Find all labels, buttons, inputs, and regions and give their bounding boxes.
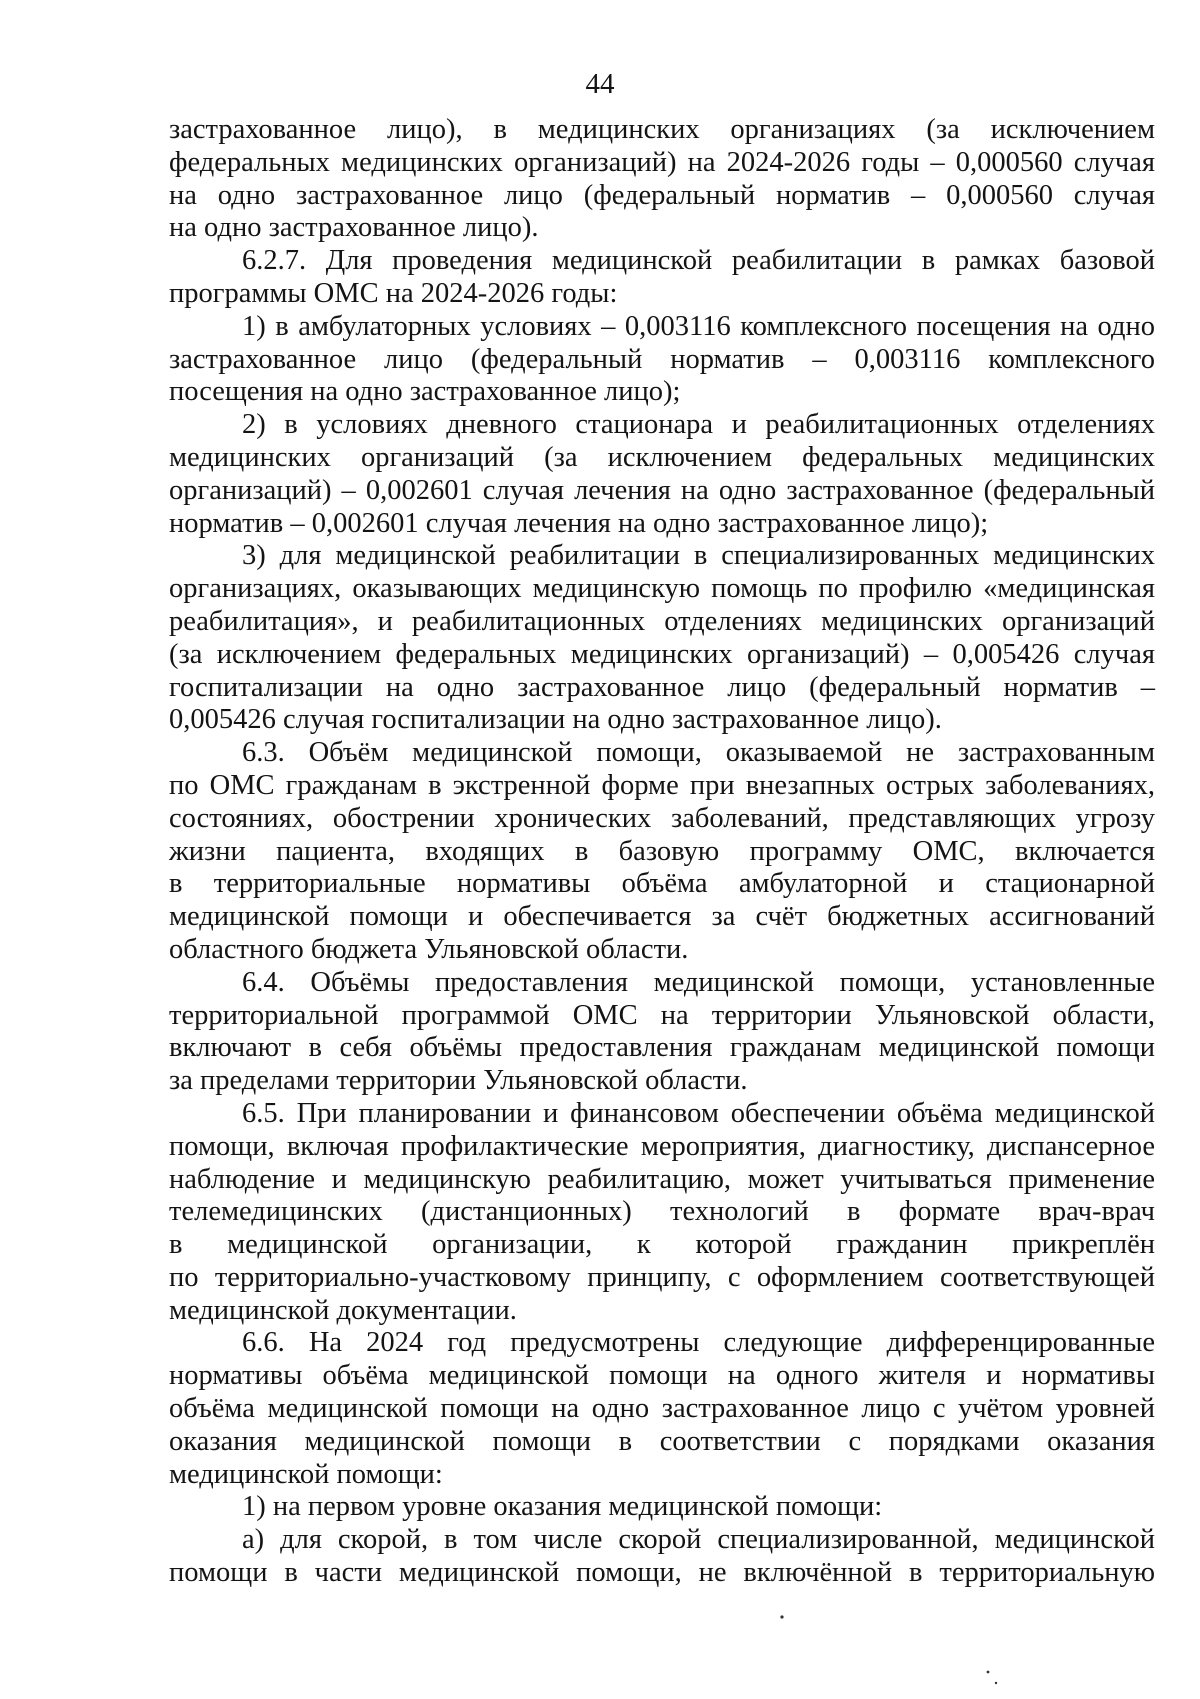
text-line: программы ОМС на 2024-2026 годы: xyxy=(169,277,618,309)
text-line: жизни пациента, входящих в базовую программу ОМС, включается xyxy=(169,835,1155,867)
text-line: состояниях, обострении хронических заболеваний, представляющих угрозу xyxy=(169,802,1155,834)
text-line: по территориально-участковому принципу, с оформлением соответствующей xyxy=(169,1261,1155,1293)
text-line: медицинских организаций (за исключением федеральных медицинских xyxy=(169,441,1155,473)
text-line: в территориальные нормативы объёма амбулаторной и стационарной xyxy=(169,868,1155,900)
text-line: 1) в амбулаторных условиях – 0,003116 комплексного посещения на одно xyxy=(242,310,1155,342)
text-line: на одно застрахованное лицо (федеральный норматив – 0,000560 случая xyxy=(169,179,1155,211)
text-line: медицинской помощи: xyxy=(169,1458,443,1490)
text-line: 3) для медицинской реабилитации в специализированных медицинских xyxy=(242,540,1155,572)
text-line: в медицинской организации, к которой гражданин прикреплён xyxy=(169,1229,1155,1261)
text-line: на одно застрахованное лицо). xyxy=(169,212,539,244)
text-line: оказания медицинской помощи в соответствии с порядками оказания xyxy=(169,1425,1155,1457)
text-line: по ОМС гражданам в экстренной форме при внезапных острых заболеваниях, xyxy=(169,769,1155,801)
text-line: организаций) – 0,002601 случая лечения на одно застрахованное (федеральный xyxy=(169,474,1155,506)
text-line: 6.5. При планировании и финансовом обеспечении объёма медицинской xyxy=(242,1097,1155,1129)
text-line: а) для скорой, в том числе скорой специализированной, медицинской xyxy=(242,1524,1155,1556)
text-line: за пределами территории Ульяновской области. xyxy=(169,1065,748,1097)
text-line: областного бюджета Ульяновской области. xyxy=(169,933,689,965)
text-line: объёма медицинской помощи на одно застрахованное лицо с учётом уровней xyxy=(169,1393,1155,1425)
text-line: норматив – 0,002601 случая лечения на одно застрахованное лицо); xyxy=(169,507,989,539)
text-line: реабилитация», и реабилитационных отделениях медицинских организаций xyxy=(169,605,1155,637)
text-line: помощи, включая профилактические мероприятия, диагностику, диспансерное xyxy=(169,1130,1155,1162)
page-number: 44 xyxy=(585,68,615,100)
text-line: посещения на одно застрахованное лицо); xyxy=(169,376,681,408)
text-line: нормативы объёма медицинской помощи на одного жителя и нормативы xyxy=(169,1360,1155,1392)
text-line: 6.3. Объём медицинской помощи, оказываемой не застрахованным xyxy=(242,737,1155,769)
text-line: медицинской документации. xyxy=(169,1294,517,1326)
text-line: 1) на первом уровне оказания медицинской помощи: xyxy=(242,1491,883,1523)
text-line: застрахованное лицо (федеральный норматив – 0,003116 комплексного xyxy=(169,343,1155,375)
text-line: организациях, оказывающих медицинскую помощь по профилю «медицинская xyxy=(169,573,1155,605)
text-line: помощи в части медицинской помощи, не включённой в территориальную xyxy=(169,1557,1155,1589)
text-line: застрахованное лицо), в медицинских организациях (за исключением xyxy=(169,114,1155,145)
text-line: 0,005426 случая госпитализации на одно застрахованное лицо). xyxy=(169,704,942,736)
text-line: территориальной программой ОМС на территории Ульяновской области, xyxy=(169,999,1155,1031)
text-line: федеральных медицинских организаций) на 2024-2026 годы – 0,000560 случая xyxy=(169,146,1155,178)
text-line: (за исключением федеральных медицинских организаций) – 0,005426 случая xyxy=(169,638,1155,670)
text-line: 6.2.7. Для проведения медицинской реабилитации в рамках базовой xyxy=(242,245,1155,277)
text-line: 6.4. Объёмы предоставления медицинской помощи, установленные xyxy=(242,966,1155,998)
text-line: медицинской помощи и обеспечивается за счёт бюджетных ассигнований xyxy=(169,901,1155,933)
text-line: госпитализации на одно застрахованное лицо (федеральный норматив – xyxy=(169,671,1155,703)
text-line: наблюдение и медицинскую реабилитацию, может учитываться применение xyxy=(169,1163,1155,1195)
text-line: 2) в условиях дневного стационара и реабилитационных отделениях xyxy=(242,409,1155,441)
text-line: телемедицинских (дистанционных) технологий в формате врач-врач xyxy=(169,1196,1155,1228)
text-line: включают в себя объёмы предоставления гражданам медицинской помощи xyxy=(169,1032,1155,1064)
text-line: 6.6. На 2024 год предусмотрены следующие дифференцированные xyxy=(242,1327,1155,1359)
